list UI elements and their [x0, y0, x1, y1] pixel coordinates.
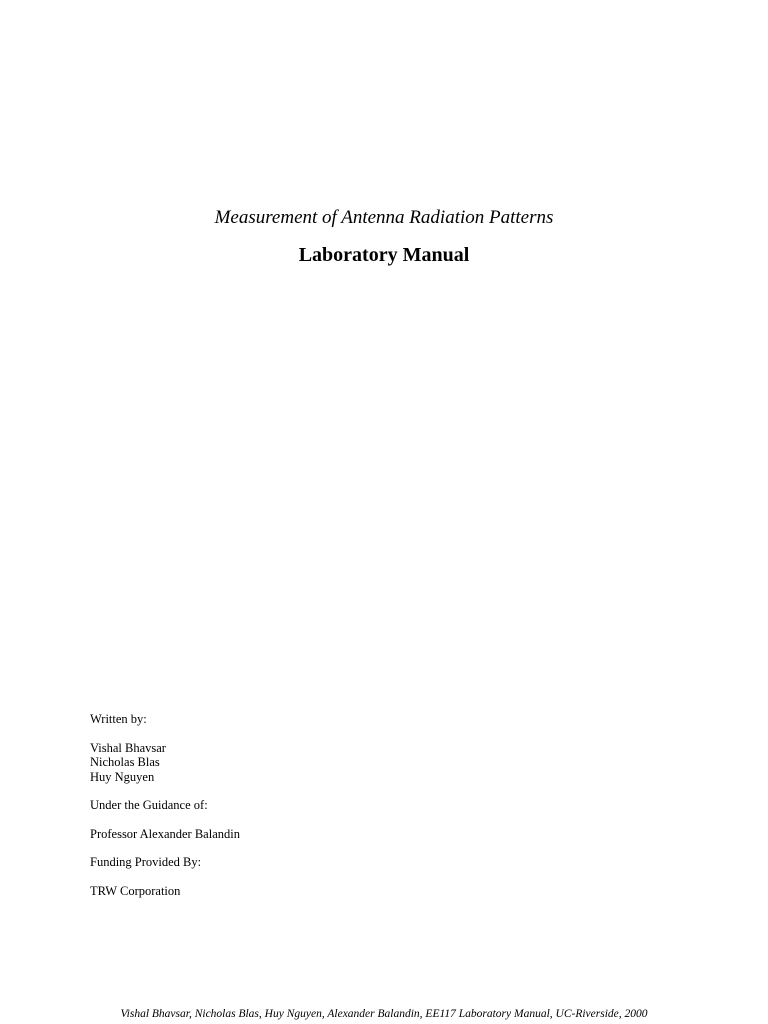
author-name: Huy Nguyen [90, 769, 155, 784]
author-name: Nicholas Blas [90, 755, 160, 769]
document-subtitle: Laboratory Manual [298, 244, 470, 266]
page-footer: Vishal Bhavsar, Nicholas Blas, Huy Nguyen, Alexander Balandin, EE117 Laboratory Manual, UC-Riverside, 2000 [120, 1008, 648, 1020]
sponsor-name: TRW Corporation [90, 883, 181, 898]
credits-section [90, 712, 240, 898]
document-title: Measurement of Antenna Radiation Patterns [214, 207, 554, 228]
author-name: Vishal Bhavsar [90, 740, 166, 755]
funding-label: Funding Provided By: [90, 855, 202, 869]
guidance-label: Under the Guidance of: [90, 798, 208, 812]
written-by-label: Written by: [90, 712, 147, 726]
advisor-name: Professor Alexander Balandin [90, 826, 240, 841]
